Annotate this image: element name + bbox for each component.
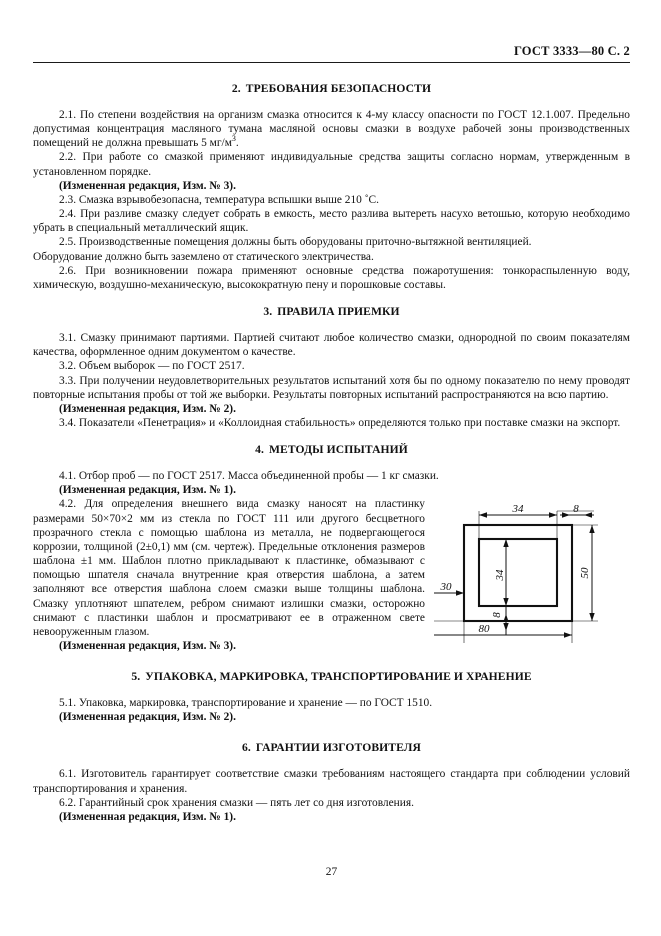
page-number: 27 <box>325 866 338 878</box>
template-drawing <box>434 503 630 653</box>
dimension-label-50: 50 <box>579 567 591 579</box>
paragraph-6-1: 6.1. Изготовитель гарантирует соответствие смазки требованиям настоящего стандарта при соблюдении условий транспортирования и хранения. <box>33 768 630 795</box>
revision-note-4-1: (Измененная редакция, Изм. № 1). <box>59 484 236 497</box>
heading-section-3-title: ПРАВИЛА ПРИЕМКИ <box>277 305 400 319</box>
page-header <box>33 0 630 59</box>
heading-section-4 <box>33 443 630 456</box>
paragraph-6-2: 6.2. Гарантийный срок хранения смазки — пять лет со дня изготовления. <box>59 796 414 809</box>
dimension-label-34-inner: 34 <box>494 569 506 581</box>
paragraph-2-5-cont: Оборудование должно быть заземлено от статического электричества. <box>33 250 374 263</box>
dimension-label-8-top: 8 <box>573 503 579 516</box>
dimension-left <box>434 581 464 596</box>
page-content <box>33 0 630 878</box>
paragraph-3-2: 3.2. Объем выборок — по ГОСТ 2517. <box>59 360 245 373</box>
heading-section-4-title: МЕТОДЫ ИСПЫТАНИЙ <box>268 443 408 457</box>
heading-section-2 <box>33 82 630 95</box>
paragraph-2-1-tail: . <box>235 137 239 150</box>
heading-section-3 <box>33 305 630 318</box>
heading-section-3-number: 3. <box>263 305 273 319</box>
paragraph-2-1 <box>33 108 630 150</box>
heading-section-4-number: 4. <box>255 443 264 457</box>
paragraph-3-1: 3.1. Смазку принимают партиями. Партией считают любое количество смазки, однородной по своим показателям качества, оформленное одним документом о качестве. <box>33 332 630 359</box>
figure-with-text <box>33 497 630 639</box>
dimension-right-height <box>579 525 595 621</box>
revision-note-4-2: (Измененная редакция, Изм. № 3). <box>59 640 236 652</box>
dimension-top-inner <box>479 503 557 518</box>
paragraph-2-6: 2.6. При возникновении пожара применяют основные средства пожаротушения: тонкораспыленную воду, химическую, воздушно-механическую, высокократную пену и порошковые составы. <box>33 264 630 291</box>
paragraph-4-2: 4.2. Для определения внешнего вида смазку наносят на пластинку размерами 50×70×2 мм из стекла по ГОСТ 111 или другого бесцветного прозрачного стекла с помощью шаблона из металла, не подвергающегося коррозии, толщиной (2±0,1) мм (см. чертеж). Предельные отклонения размеров шаблона ±1 мм. Шаблон плотно прикладывают к пластинке, обмазывают с помощью шпателя сначала внутренние края отверстия шаблона, а затем заполняют все отверстия шаблона слоем смазки выше толщины шаблона. Смазку уплотняют шпателем, ребром снимают излишки смазки, осторожно снимают с пластинки шаблон и просматривают ее в отраженном свете невооруженным глазом. <box>33 498 425 638</box>
paragraph-5-1: 5.1. Упаковка, маркировка, транспортирование и хранение — по ГОСТ 1510. <box>59 697 433 710</box>
dimension-top-right <box>560 503 594 518</box>
dimension-label-30: 30 <box>440 581 452 594</box>
standard-designation: ГОСТ 3333—80 С. 2 <box>513 44 630 58</box>
heading-section-5-number: 5. <box>131 670 141 684</box>
paragraph-2-1-text: 2.1. По степени воздействия на организм смазка относится к 4-му классу опасности по ГОСТ 12.1.007. Предельно допустимая концентрация масляного тумана масляной основы смазки в воздухе рабочей зоны производственных помещений не должна превышать 5 мг/м <box>33 109 630 150</box>
dimension-label-80: 80 <box>478 623 490 636</box>
heading-section-6 <box>33 741 630 754</box>
dimension-bottom-width <box>434 623 572 638</box>
heading-section-2-number: 2. <box>231 82 241 95</box>
revision-note-2-2: (Измененная редакция, Изм. № 3). <box>59 179 236 192</box>
paragraph-2-1-superscript: 3 <box>231 134 236 144</box>
paragraph-2-2: 2.2. При работе со смазкой применяют индивидуальные средства защиты согласно нормам, утвержденным в установленном порядке. <box>33 151 630 178</box>
paragraph-2-3: 2.3. Смазка взрывобезопасна, температура вспышки выше 210 ˚С. <box>59 193 379 206</box>
revision-note-3-3: (Измененная редакция, Изм. № 2). <box>59 402 236 415</box>
paragraph-2-5: 2.5. Производственные помещения должны быть оборудованы приточно-вытяжной вентиляцией. <box>59 236 532 249</box>
heading-section-6-title: ГАРАНТИИ ИЗГОТОВИТЕЛЯ <box>255 741 422 755</box>
template-drawing-svg <box>434 503 630 653</box>
dimension-inner-height <box>494 539 509 606</box>
template-outline <box>464 525 572 621</box>
paragraph-3-3: 3.3. При получении неудовлетворительных результатов испытаний хотя бы по одному показателю по нему проводят повторные испытания пробы от той же выборки. Результаты повторных испытаний распространяются на всю партию. <box>33 374 630 401</box>
dimension-label-8-bottom: 8 <box>491 612 503 619</box>
paragraph-3-4: 3.4. Показатели «Пенетрация» и «Коллоидная стабильность» определяются только при поставке смазки на экспорт. <box>59 416 621 429</box>
heading-section-6-number: 6. <box>241 741 251 755</box>
heading-section-2-title: ТРЕБОВАНИЯ БЕЗОПАСНОСТИ <box>245 82 432 95</box>
paragraph-4-1: 4.1. Отбор проб — по ГОСТ 2517. Масса объединенной пробы — 1 кг смазки. <box>59 470 439 483</box>
dimension-label-34-top: 34 <box>512 503 524 516</box>
figure-text-column <box>33 497 425 639</box>
heading-section-5-title: УПАКОВКА, МАРКИРОВКА, ТРАНСПОРТИРОВАНИЕ И ХРАНЕНИЕ <box>145 670 532 684</box>
revision-note-6-2: (Измененная редакция, Изм. № 1). <box>59 810 236 823</box>
paragraph-2-4: 2.4. При разливе смазку следует собрать в емкость, место разлива вытереть насухо ветошью, которую необходимо убрать в специальный металлический ящик. <box>33 208 630 235</box>
revision-note-5-1: (Измененная редакция, Изм. № 2). <box>59 711 236 724</box>
heading-section-5 <box>33 670 630 683</box>
witness-lines <box>434 511 598 643</box>
